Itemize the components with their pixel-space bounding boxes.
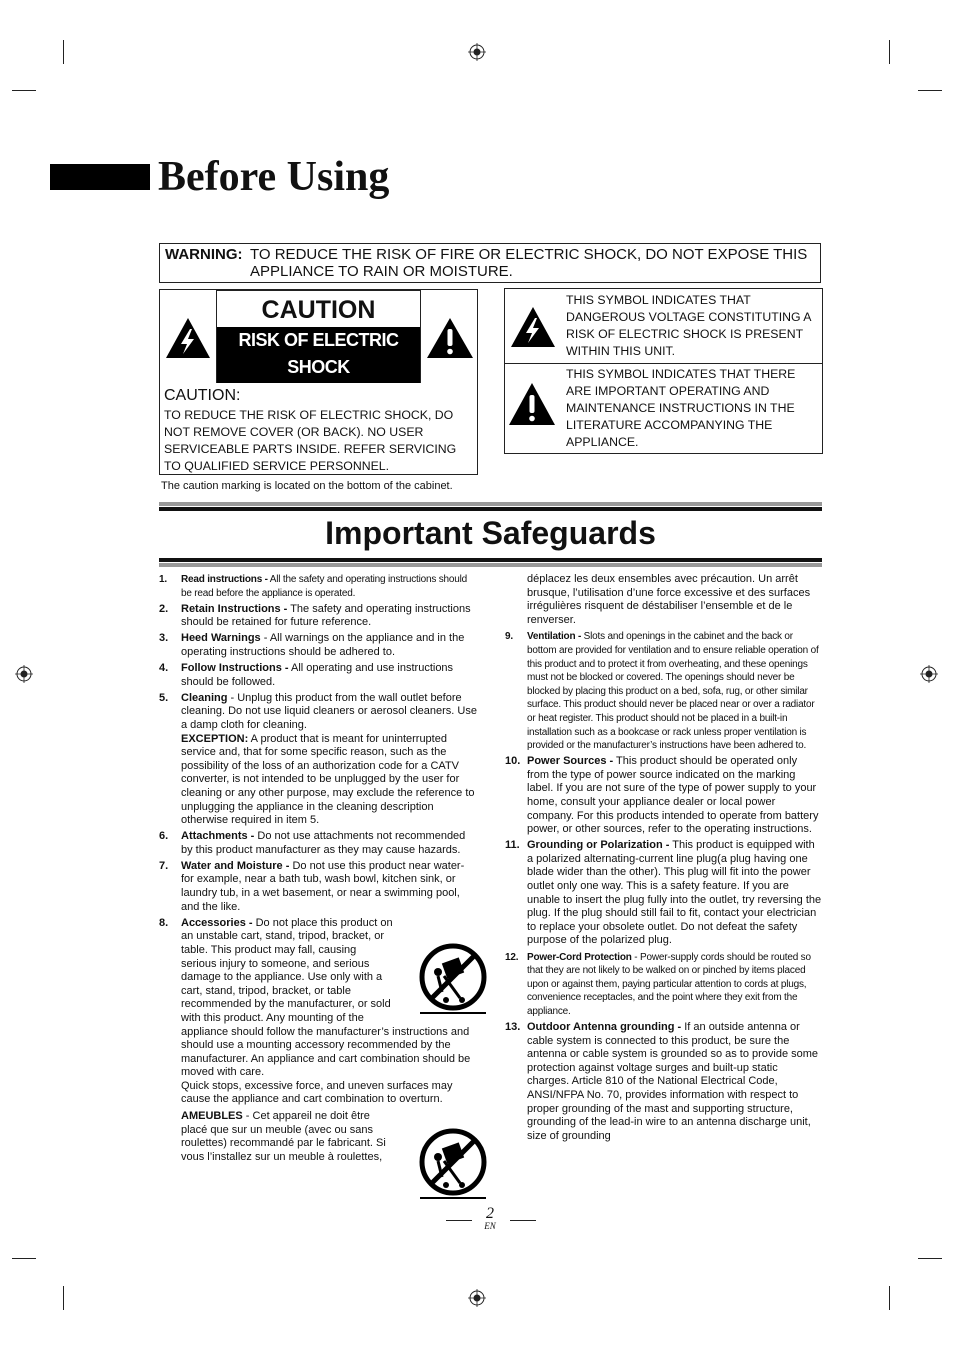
item-text: - Unplug this product from the wall outlet before cleaning. Do not use liquid cleaners or aerosol cleaners. Use a damp cloth for cleaning.: [181, 691, 477, 731]
item-title: Power-Cord Protection: [527, 951, 632, 963]
divider: [159, 507, 822, 511]
list-item: [159, 573, 477, 600]
item-number: 13.: [505, 1021, 521, 1033]
item-number: 4.: [159, 662, 169, 675]
list-item: [505, 839, 822, 948]
symbol-exclamation-text: THIS SYMBOL INDICATES THAT THERE ARE IMPORTANT OPERATING AND MAINTENANCE INSTRUCTIONS IN THE LITERATURE ACCOMPANYING THE APPLIANCE.: [566, 367, 796, 449]
item-text: - All warnings on the appliance and in the operating instructions should be adhered to.: [181, 632, 465, 658]
list-item: [159, 632, 477, 659]
ameubles-title: AMEUBLES: [181, 1110, 243, 1123]
lightning-triangle-icon: [164, 316, 212, 360]
item-text: All the safety and operating instructions should be read before the appliance is operated.: [181, 574, 467, 599]
caution-shock-line: DO NOT OPEN: [258, 384, 379, 404]
item-title: Cleaning: [181, 691, 228, 704]
item-title: Outdoor Antenna grounding -: [527, 1021, 682, 1033]
caution-word: CAUTION: [261, 296, 376, 324]
divider: [510, 1220, 536, 1221]
crop-mark: [12, 1258, 36, 1259]
lightning-triangle-icon: [509, 305, 557, 349]
warning-line: TO REDUCE THE RISK OF FIRE OR ELECTRIC SHOCK, DO NOT EXPOSE THIS: [250, 246, 808, 263]
caution-box: [159, 289, 478, 475]
warning-line: APPLIANCE TO RAIN OR MOISTURE.: [250, 263, 513, 280]
item-number: 1.: [159, 574, 167, 585]
crop-mark: [12, 90, 36, 91]
list-item: [505, 755, 822, 837]
item-number: 3.: [159, 632, 169, 645]
crop-mark: [63, 1286, 64, 1310]
caution-shock-banner: [217, 327, 420, 404]
page-language: EN: [484, 1221, 496, 1231]
item-number: 11.: [505, 839, 520, 852]
list-item: [505, 630, 822, 752]
item-number: 12.: [505, 951, 519, 963]
item-text: Do not use this product near water-for example, near a bath tub, wash bowl, kitchen sink, or laundry tub, in a wet basement, or near a swimming pool, and the like.: [181, 859, 465, 913]
cart-warning-icon: [416, 1127, 490, 1201]
item-number: 7.: [159, 859, 169, 872]
item-number: 5.: [159, 691, 169, 704]
page-number: 2: [486, 1205, 494, 1222]
item-text: Slots and openings in the cabinet and the back or bottom are provided for ventilation and to ensure reliable operation of this product and to protect it from overheating, and these openings must not be blocked or covered. The openings should never be blocked by placing this product on a bed, sofa, rug, or other similar surface. This product should never be placed near or over a radiator or heat register. This product should not be placed in a built-in installation such as a bookcase or rack unless proper ventilation is provided or the manufacturer’s instructions have been adhered to.: [527, 631, 819, 752]
item-text: - Power-supply cords should be routed so that they are not likely to be walked on or pinched by items placed upon or against them, paying particular attention to cords at plugs, convenience receptacles, and the point where they exit from the appliance.: [527, 951, 811, 1017]
title-bar: [50, 164, 150, 190]
registration-mark-icon: [468, 43, 486, 61]
caution-subtitle: CAUTION:: [164, 387, 241, 404]
registration-mark-icon: [15, 665, 33, 683]
item-title: Water and Moisture -: [181, 859, 290, 872]
item-number: 6.: [159, 830, 169, 843]
item-title: Ventilation -: [527, 631, 582, 643]
left-column: [159, 573, 477, 1167]
caution-body: TO REDUCE THE RISK OF ELECTRIC SHOCK, DO NOT REMOVE COVER (OR BACK). NO USER SERVICEABLE PARTS INSIDE. REFER SERVICING TO QUALIFIED SERVICE PERSONNEL.: [164, 408, 457, 473]
list-item: [159, 692, 477, 828]
item-number: 10.: [505, 755, 521, 768]
crop-mark: [889, 1286, 890, 1310]
item-text: Do not use attachments not recommended by this product manufacturer as they may cause hazards.: [181, 830, 466, 856]
item-number: 8.: [159, 916, 169, 929]
exclamation-triangle-icon: [425, 316, 475, 360]
exception-title: EXCEPTION:: [181, 732, 249, 745]
divider: [159, 502, 822, 506]
quick-stops-text: Quick stops, excessive force, and uneven surfaces may cause the appliance and cart combination to overturn.: [181, 1079, 453, 1106]
divider: [159, 563, 822, 567]
exception-text: A product that is meant for uninterrupted service and, that for some specific reason, such as the possibility of the loss of an authorization code for a CATV converter, is not intended to be unplugged by the user for cleaning or any other purpose, may exclude the reference to unplugging the appliance in the cleaning description otherwise required in item 5.: [181, 732, 475, 827]
right-column: [505, 573, 822, 1146]
warning-box: [159, 243, 821, 283]
item-title: Read instructions -: [181, 574, 268, 585]
cart-warning-icon: [416, 942, 490, 1016]
ameubles-text: - Cet appareil ne doit être placé que sur un meuble (avec ou sans roulettes) recommandé par le fabricant. Si vous l’installez sur un meuble à roulettes,: [181, 1110, 386, 1163]
continuation-text: déplacez les deux ensembles avec précaution. Un arrêt brusque, l’utilisation d’une force excessive et des surfaces irrégulières risquent de déstabiliser l’ensemble et de le renverser.: [527, 573, 811, 626]
section-title: Important Safeguards: [325, 515, 656, 551]
warning-label: WARNING:: [165, 246, 243, 263]
list-item: [159, 603, 477, 630]
caution-note: The caution marking is located on the bottom of the cabinet.: [161, 480, 453, 492]
crop-mark: [63, 40, 64, 64]
divider: [505, 363, 822, 364]
caution-label: [216, 290, 421, 404]
divider: [159, 558, 822, 562]
item-title: Retain Instructions -: [181, 602, 288, 615]
item-title: Attachments -: [181, 830, 255, 843]
item-text: If an outside antenna or cable system is connected to this product, be sure the antenna or cable system is grounded so as to provide some protection against voltage surges and built-up static charges. Article 810 of the National Electrical Code, ANSI/NFPA No. 70, provides information with respect to proper grounding of the mast and supporting structure, grounding of the lead-in wire to an antenna discharge unit, size of grounding: [527, 1021, 819, 1142]
list-item-continuation: [505, 573, 822, 627]
crop-mark: [918, 90, 942, 91]
item-text: All operating and use instructions should be followed.: [181, 662, 454, 688]
item-title: Accessories -: [181, 916, 253, 929]
divider: [446, 1220, 472, 1221]
item-text: Do not place this product on an unstable cart, stand, tripod, bracket, or table. This product may fall, causing serious injury to someone, and serious damage to the appliance. Use only with a cart, stand, tripod, bracket, or table recommended by the manufacturer, or sold with this product. Any mounting of the appliance should follow the manufacturer’s instructions and should use a mounting accessory recommended by the manufacturer. An appliance and cart combination should be moved with care.: [181, 916, 471, 1079]
list-item: [159, 830, 477, 857]
registration-mark-icon: [468, 1289, 486, 1307]
symbol-lightning-text: THIS SYMBOL INDICATES THAT DANGEROUS VOLTAGE CONSTITUTING A RISK OF ELECTRIC SHOCK IS PRESENT WITHIN THIS UNIT.: [566, 293, 811, 358]
list-item: [159, 662, 477, 689]
symbol-box: [504, 288, 823, 454]
item-text: The safety and operating instructions should be retained for future reference.: [181, 602, 471, 629]
list-item: [505, 1021, 822, 1143]
crop-mark: [918, 1258, 942, 1259]
item-number: 2.: [159, 602, 169, 615]
caution-shock-line: RISK OF ELECTRIC SHOCK: [238, 330, 399, 377]
item-text: This product should be operated only from the type of power source indicated on the marking label. If you are not sure of the type of power supply to your home, consult your appliance dealer or local power company. For this products intended to operate from battery power, or other sources, refer to the operating instructions.: [527, 755, 819, 836]
crop-mark: [889, 40, 890, 64]
list-item: [505, 951, 822, 1019]
item-title: Heed Warnings: [181, 632, 261, 645]
page-title: Before Using: [158, 154, 390, 200]
item-title: Power Sources -: [527, 755, 614, 768]
item-text: This product is equipped with a polarized alternating-current line plug(a plug having one blade wider than the other). This plug will fit into the power outlet only one way. This is a safety feature. If you are unable to insert the plug fully into the outlet, try reversing the plug. If the plug should still fail to fit, contact your electrician to replace your obsolete outlet. Do not defeat the safety purpose of the polarized plug.: [527, 839, 822, 947]
registration-mark-icon: [920, 665, 938, 683]
item-title: Follow Instructions -: [181, 662, 289, 675]
exclamation-triangle-icon: [507, 381, 557, 427]
item-number: 9.: [505, 631, 513, 643]
warning-text: [250, 246, 810, 280]
list-item: [159, 860, 477, 914]
item-title: Grounding or Polarization -: [527, 839, 670, 852]
